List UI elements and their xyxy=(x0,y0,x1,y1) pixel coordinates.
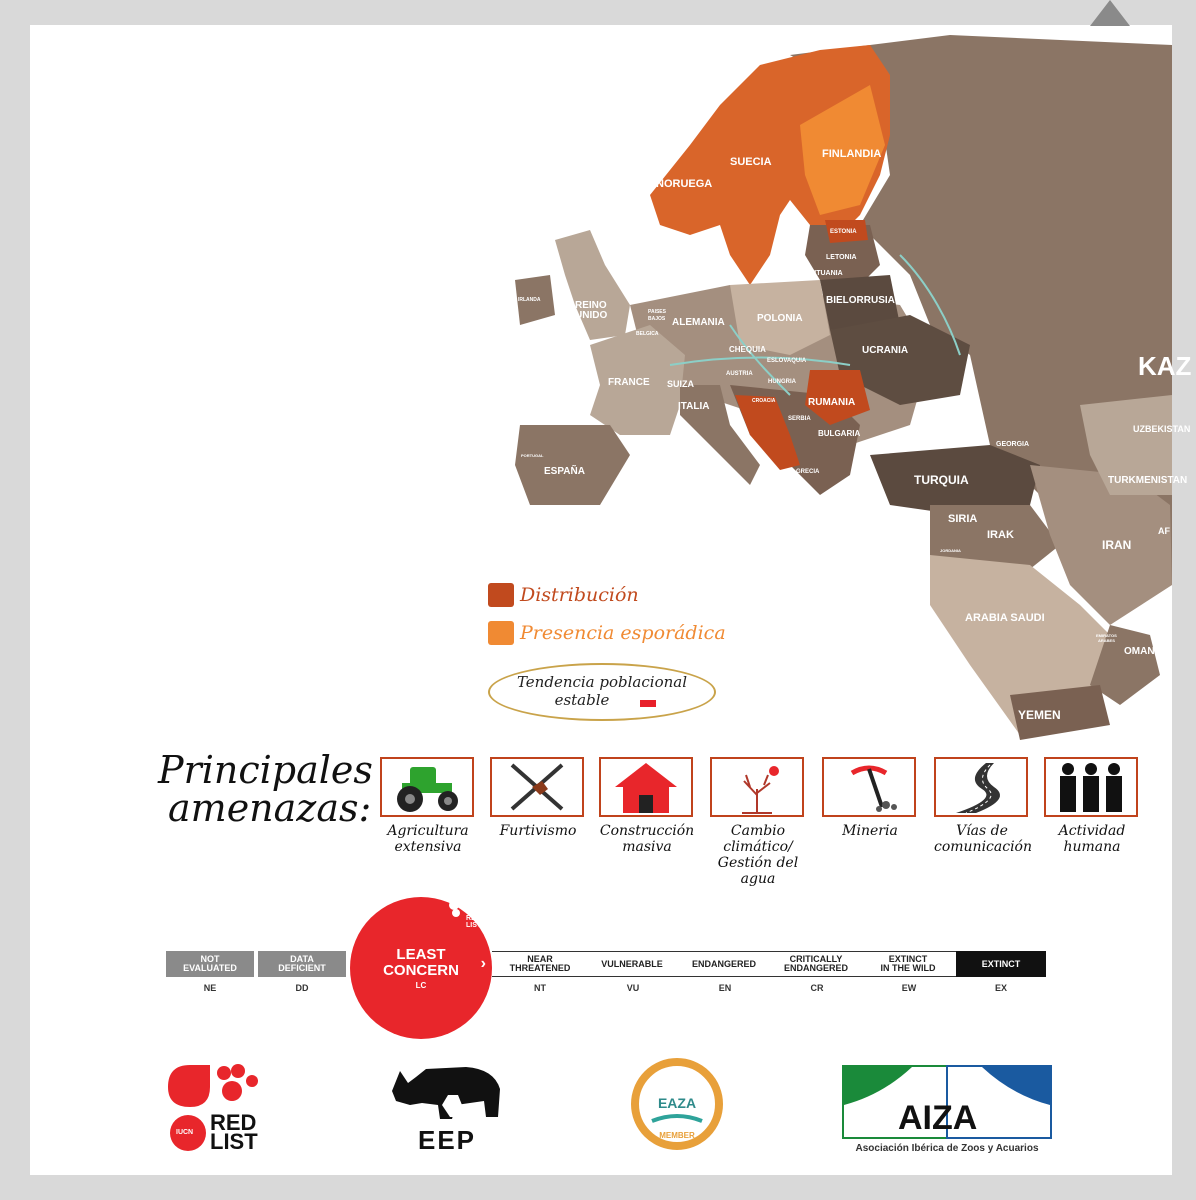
people-icon xyxy=(1046,759,1136,815)
label-yemen: YEMEN xyxy=(1018,708,1061,722)
code-ex: EX xyxy=(994,983,1007,993)
status-text: ENDANGERED xyxy=(691,958,756,969)
threat-box-climate xyxy=(710,757,804,817)
aiza-logo xyxy=(842,1065,1052,1157)
label-oman: OMAN xyxy=(1124,646,1155,657)
label-france: FRANCE xyxy=(608,377,650,388)
label-grecia: GRECIA xyxy=(796,469,820,475)
label-serbia: SERBIA xyxy=(788,416,811,422)
code-ne: NE xyxy=(203,983,217,993)
label-arabia-saudi: ARABIA SAUDI xyxy=(965,612,1045,624)
crossed-rifles-icon xyxy=(492,759,582,815)
label-irak: IRAK xyxy=(987,529,1014,541)
label-eslovaquia: ESLOVAQUIA xyxy=(767,358,807,364)
label-ucrania: UCRANIA xyxy=(862,345,909,356)
code-dd: DD xyxy=(295,983,309,993)
threat-construction-label xyxy=(599,823,695,855)
threat-human-activity-label xyxy=(1044,823,1140,855)
status-text: NOT xyxy=(200,954,220,964)
eaza-logo xyxy=(632,1059,722,1149)
label-belgica: BELGICA xyxy=(636,331,659,337)
threat-roads-label xyxy=(934,823,1033,855)
label-siria: SIRIA xyxy=(948,513,978,525)
road-icon xyxy=(936,759,1026,815)
label-portugal: PORTUGAL xyxy=(521,453,544,458)
code-nt: NT xyxy=(534,983,546,993)
legend-distribution-label: Distribución xyxy=(520,584,639,606)
label-bulgaria: BULGARIA xyxy=(818,429,861,438)
code-ew: EW xyxy=(901,983,917,993)
status-text: DEFICIENT xyxy=(278,963,326,973)
threat-climate xyxy=(710,757,806,887)
lc-line1: LEAST xyxy=(396,946,446,963)
label-irlanda: IRLANDA xyxy=(518,297,541,303)
label-suiza: SUIZA xyxy=(667,379,694,389)
label-bielorrusia: BIELORRUSIA xyxy=(826,295,895,306)
label-paises-bajos-2: BAJOS xyxy=(648,316,666,322)
label-estonia: ESTONIA xyxy=(830,229,857,235)
label-kazajistan: KAZ xyxy=(1138,351,1192,381)
corner-chevron-icon xyxy=(1090,0,1130,26)
threat-label-line: Gestión del xyxy=(717,855,799,871)
trend-stable-icon xyxy=(640,700,656,707)
code-vu: VU xyxy=(626,983,640,993)
threat-box-poaching xyxy=(490,757,584,817)
threat-agriculture-label xyxy=(380,823,476,855)
population-trend xyxy=(488,663,716,721)
threat-mining-label xyxy=(822,823,918,839)
threats-title-line1: Principales xyxy=(158,748,373,792)
status-text: NEAR xyxy=(527,954,553,964)
threat-label-line: humana xyxy=(1063,839,1121,855)
label-turkmenistan: TURKMENISTAN xyxy=(1108,475,1188,486)
label-alemania: ALEMANIA xyxy=(672,317,725,328)
distribution-swatch xyxy=(488,583,514,607)
label-uzbekistan: UZBEKISTAN xyxy=(1133,424,1191,434)
status-text: IN THE WILD xyxy=(880,963,936,973)
threat-label-line: extensiva xyxy=(394,839,462,855)
rhino-icon xyxy=(386,1061,506,1125)
label-italia: ITALIA xyxy=(678,401,710,412)
infographic-card xyxy=(30,25,1192,1175)
threat-label-line: masiva xyxy=(622,839,672,855)
status-ex xyxy=(956,951,1046,977)
code-cr: CR xyxy=(810,983,824,993)
label-espana: ESPAÑA xyxy=(544,466,585,477)
threat-box-construction xyxy=(599,757,693,817)
trend-line1: Tendencia poblacional xyxy=(516,673,688,691)
threat-label-line: agua xyxy=(740,871,776,887)
label-reino-unido-1: REINO xyxy=(575,300,607,311)
legend-sporadic xyxy=(488,621,726,645)
label-chequia: CHEQUIA xyxy=(729,345,766,354)
eep-text: EEP xyxy=(418,1125,477,1155)
iucn-text: IUCN xyxy=(176,1129,194,1136)
threat-label-line: Furtivismo xyxy=(499,823,577,839)
label-paises-bajos-1: PAISES xyxy=(648,309,666,315)
redlist-logo-red: RED xyxy=(210,1110,257,1135)
eaza-member-text: MEMBER xyxy=(659,1131,695,1140)
status-ne xyxy=(166,951,254,977)
status-text: ENDANGERED xyxy=(783,963,848,973)
status-text: VULNERABLE xyxy=(601,958,663,969)
threat-human-activity xyxy=(1044,757,1140,855)
threat-label-line: Actividad xyxy=(1058,823,1126,839)
threat-roads xyxy=(934,757,1033,855)
trend-line2: estable xyxy=(554,691,610,709)
europe-map xyxy=(30,25,1192,755)
aiza-subtitle: Asociación Ibérica de Zoos y Acuarios xyxy=(855,1143,1039,1154)
threat-box-human-activity xyxy=(1044,757,1138,817)
status-cr xyxy=(772,951,860,977)
status-nt xyxy=(496,951,584,977)
lc-line2: CONCERN xyxy=(383,962,459,979)
label-finlandia: FINLANDIA xyxy=(822,148,882,160)
threat-poaching-label xyxy=(490,823,586,839)
label-georgia: GEORGIA xyxy=(996,441,1030,448)
status-text: EVALUATED xyxy=(183,963,237,973)
label-rumania: RUMANIA xyxy=(808,397,856,408)
threat-poaching xyxy=(490,757,586,839)
redlist-badge xyxy=(448,899,488,937)
threat-box-agriculture xyxy=(380,757,474,817)
tractor-icon xyxy=(382,759,472,815)
label-turquia: TURQUIA xyxy=(914,473,969,487)
redlist-logo-list: LIST xyxy=(210,1129,258,1154)
label-letonia: LETONIA xyxy=(826,254,857,261)
label-noruega: NORUEGA xyxy=(656,178,713,190)
label-emiratos-1: EMIRATOS xyxy=(1096,633,1117,638)
threat-label-line: climático/ xyxy=(723,839,793,855)
pickaxe-icon xyxy=(824,759,914,815)
dry-tree-sun-icon xyxy=(712,759,802,815)
label-iran: IRAN xyxy=(1102,538,1132,552)
redlist-logo xyxy=(166,1063,266,1153)
status-dd xyxy=(258,951,346,977)
legend-distribution xyxy=(488,583,639,607)
status-text: DATA xyxy=(290,954,314,964)
label-reino-unido-2: UNIDO xyxy=(575,310,608,321)
threat-label-line: Mineria xyxy=(842,823,898,839)
code-en: EN xyxy=(718,983,732,993)
threat-label-line: Agricultura xyxy=(387,823,469,839)
status-text: EXTINCT xyxy=(981,958,1021,969)
threat-label-line: Vías de xyxy=(956,823,1008,839)
label-emiratos-2: ARABES xyxy=(1098,638,1115,643)
badge-list: LIST xyxy=(466,922,482,929)
label-croacia: CROACIA xyxy=(752,398,776,404)
lc-code: LC xyxy=(415,981,427,990)
chevron-right-icon: › xyxy=(480,955,486,972)
threat-mining xyxy=(822,757,918,839)
label-polonia: POLONIA xyxy=(757,313,803,324)
threat-agriculture xyxy=(380,757,476,855)
label-hungria: HUNGRIA xyxy=(768,379,796,385)
label-lituania: LITUANIA xyxy=(810,270,843,277)
status-text: CRITICALLY xyxy=(789,954,843,964)
status-ew xyxy=(864,951,952,977)
status-text: THREATENED xyxy=(509,963,571,973)
label-suecia: SUECIA xyxy=(730,156,772,168)
label-afganistan: AF xyxy=(1158,526,1170,536)
aiza-text: AIZA xyxy=(898,1099,978,1137)
threat-box-roads xyxy=(934,757,1028,817)
house-icon xyxy=(601,759,691,815)
threat-label-line: Cambio xyxy=(730,823,786,839)
legend-sporadic-label: Presencia esporádica xyxy=(520,622,726,644)
least-concern-highlight xyxy=(350,897,492,1039)
label-austria: AUSTRIA xyxy=(726,371,753,377)
status-vu xyxy=(588,951,676,977)
uk-region xyxy=(555,230,630,340)
trend-text xyxy=(490,673,714,709)
threat-label-line: Construcción xyxy=(599,823,695,839)
iberia-region xyxy=(515,425,630,505)
status-en xyxy=(680,951,768,977)
threat-construction xyxy=(599,757,695,855)
eaza-text: EAZA xyxy=(657,1095,697,1111)
eep-logo xyxy=(386,1061,506,1157)
badge-red: RED xyxy=(466,915,481,922)
threat-climate-label xyxy=(710,823,806,887)
threats-title-line2: amenazas: xyxy=(168,786,372,830)
redlist-badge-icon xyxy=(448,899,466,917)
threat-box-mining xyxy=(822,757,916,817)
sporadic-swatch xyxy=(488,621,514,645)
threats-title xyxy=(158,748,373,830)
threat-label-line: comunicación xyxy=(934,839,1033,855)
status-text: EXTINCT xyxy=(888,954,928,964)
label-jordania: JORDANIA xyxy=(940,548,961,553)
